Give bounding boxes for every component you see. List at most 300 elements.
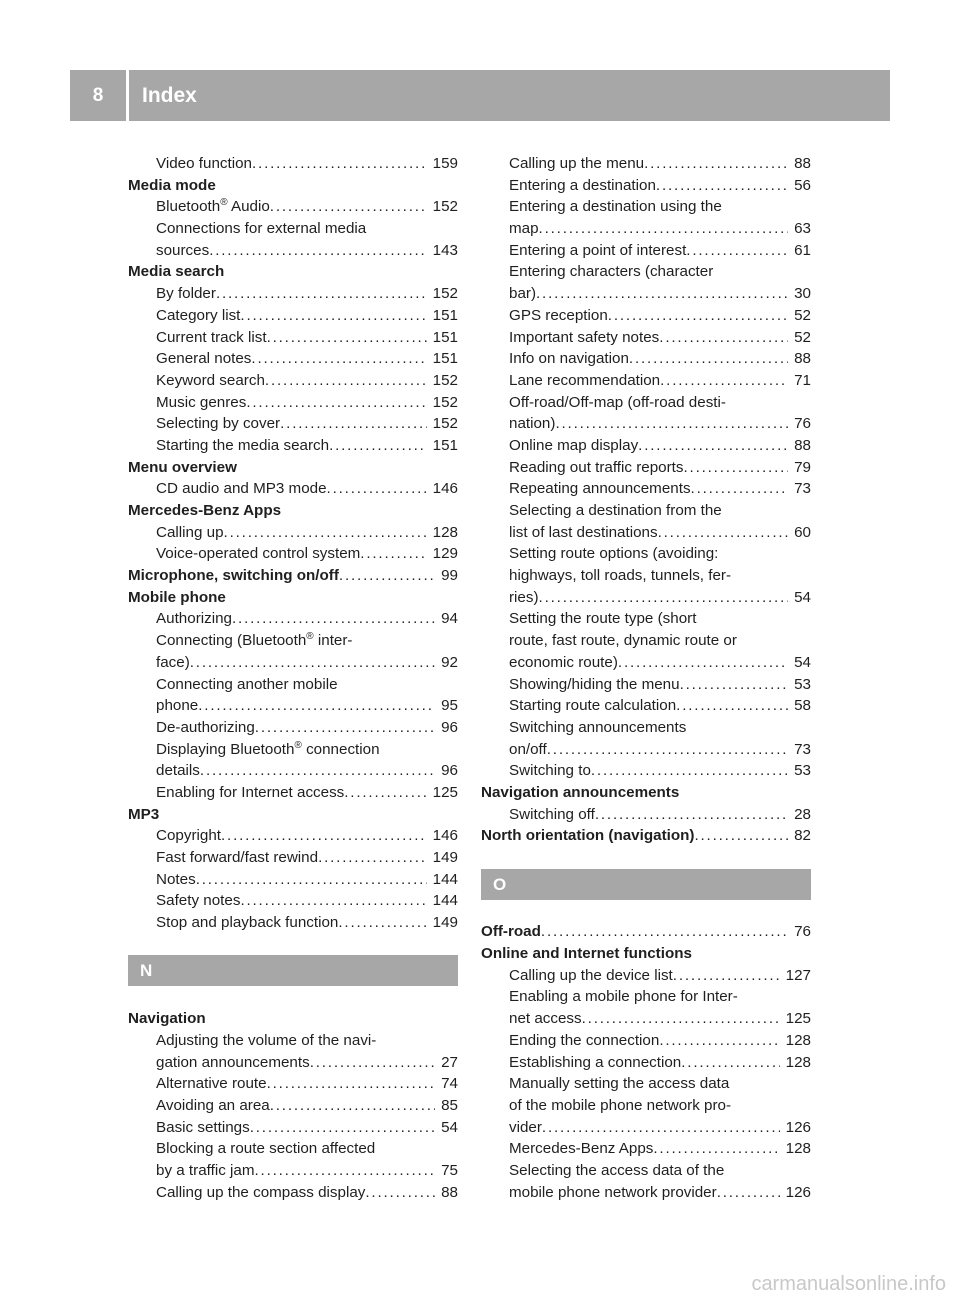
entry-text [156, 1052, 310, 1074]
entry-label: Navigation announcements [481, 783, 680, 801]
entry-label: Online map display [509, 436, 639, 454]
dot-leader [629, 348, 788, 370]
entry-label: phone [156, 697, 199, 715]
entry-label: CD audio and MP3 mode [156, 480, 327, 498]
index-heading [128, 587, 458, 609]
page-reference: 56 [794, 176, 811, 194]
entry-label: sources [156, 241, 210, 259]
entry-text [156, 392, 246, 414]
index-subentry [481, 608, 811, 630]
entry-text [509, 240, 686, 262]
entry-text [156, 760, 200, 782]
index-subentry[interactable] [128, 196, 458, 218]
entry-text [156, 652, 190, 674]
entry-text [128, 500, 281, 522]
page-reference: 76 [794, 923, 811, 941]
index-subentry [128, 1030, 458, 1052]
entry-label: face) [156, 653, 190, 671]
entry-label: Blocking a route section affected [156, 1140, 376, 1158]
dot-leader [659, 1030, 779, 1052]
entry-text [128, 565, 339, 587]
entry-text [509, 283, 536, 305]
entry-label: of the mobile phone network pro- [509, 1096, 732, 1114]
entry-text [156, 695, 198, 717]
entry-label: Mobile phone [128, 588, 226, 606]
entry-label: Off-road/Off-map (off-road desti- [509, 393, 726, 411]
entry-text [156, 1030, 376, 1052]
dot-leader [339, 565, 435, 587]
dot-leader [344, 782, 426, 804]
entry-label: Entering a destination using the [509, 198, 722, 216]
entry-label: Repeating announcements [509, 480, 691, 498]
entry-text [156, 478, 327, 500]
page-reference: 126 [785, 1118, 811, 1136]
page-reference: 152 [432, 285, 458, 303]
entry-label: Stop and playback function [156, 914, 339, 932]
dot-leader [676, 695, 788, 717]
entry-label: Off-road [481, 923, 541, 941]
entry-label: Calling up the device list [509, 966, 673, 984]
index-subentry[interactable] [481, 1182, 811, 1204]
entry-label: By folder [156, 285, 216, 303]
index-subentry[interactable] [128, 869, 458, 891]
page-reference: 95 [441, 697, 458, 715]
index-subentry[interactable] [128, 283, 458, 305]
entry-text [156, 522, 224, 544]
dot-leader [686, 240, 788, 262]
entry-text [156, 847, 318, 869]
page-reference: 99 [441, 567, 458, 585]
dot-leader [608, 305, 788, 327]
index-subentry [128, 674, 458, 696]
index-subentry[interactable] [128, 240, 458, 262]
index-subentry [128, 739, 458, 761]
index-subentry[interactable] [481, 587, 811, 609]
index-subentry[interactable] [128, 890, 458, 912]
entry-label: GPS reception [509, 306, 608, 324]
dot-leader [541, 921, 788, 943]
spacer [481, 900, 811, 922]
index-subentry[interactable] [128, 1160, 458, 1182]
index-heading[interactable] [481, 921, 811, 943]
index-heading [128, 175, 458, 197]
entry-text [156, 153, 252, 175]
index-column-left [128, 153, 458, 1203]
entry-text [509, 196, 722, 218]
page-reference: 54 [794, 588, 811, 606]
entry-text [509, 435, 638, 457]
entry-text [156, 890, 240, 912]
entry-text [156, 218, 366, 240]
dot-leader [618, 652, 788, 674]
page-reference: 60 [794, 523, 811, 541]
dot-leader [327, 478, 427, 500]
dot-leader [246, 392, 426, 414]
entry-label: Selecting by cover [156, 415, 281, 433]
index-subentry[interactable] [481, 522, 811, 544]
dot-leader [310, 1052, 435, 1074]
entry-text [156, 370, 265, 392]
entry-text [481, 921, 541, 943]
page-reference: 75 [441, 1161, 458, 1179]
dot-leader [365, 1182, 435, 1204]
dot-leader [555, 413, 788, 435]
page-reference: 88 [794, 155, 811, 172]
watermark: carmanualsonline.info [751, 1273, 946, 1295]
entry-label: Online and Internet functions [481, 945, 692, 963]
registered-mark: ® [294, 739, 302, 751]
entry-text [509, 1138, 653, 1160]
entry-text [509, 543, 718, 565]
entry-label: Switching to [509, 762, 591, 780]
page-reference: 63 [794, 220, 811, 238]
dot-leader [216, 283, 427, 305]
dot-leader [265, 370, 427, 392]
page-reference: 151 [432, 306, 458, 324]
entry-label: net access [509, 1010, 582, 1028]
index-column-right [481, 153, 811, 1203]
entry-text [509, 305, 608, 327]
dot-leader [190, 652, 435, 674]
page-reference: 85 [441, 1096, 458, 1114]
index-subentry[interactable] [481, 1117, 811, 1139]
entry-label: De-authorizing [156, 718, 255, 736]
entry-label: Setting route options (avoiding: [509, 545, 719, 563]
dot-leader [240, 305, 426, 327]
page-reference: 125 [785, 1010, 811, 1028]
entry-label-continued: inter- [313, 632, 353, 650]
index-subentry[interactable] [128, 1052, 458, 1074]
entry-label: Adjusting the volume of the navi- [156, 1031, 377, 1049]
index-heading[interactable] [481, 825, 811, 847]
entry-label: Microphone, switching on/off [128, 567, 339, 585]
page-reference: 54 [441, 1118, 458, 1136]
index-subentry[interactable] [481, 413, 811, 435]
index-subentry[interactable] [481, 305, 811, 327]
dot-leader [659, 327, 788, 349]
index-subentry[interactable] [128, 1182, 458, 1204]
entry-text [509, 587, 539, 609]
dot-leader [221, 825, 427, 847]
page-reference: 53 [794, 762, 811, 780]
entry-text [481, 825, 694, 847]
entry-text [156, 283, 216, 305]
dot-leader [251, 348, 426, 370]
index-subentry [128, 630, 458, 652]
dot-leader [250, 1117, 435, 1139]
page-reference: 28 [794, 805, 811, 823]
dot-leader [329, 435, 427, 457]
entry-label: Reading out traffic reports [509, 458, 684, 476]
page-reference: 71 [794, 371, 811, 389]
entry-label: North orientation (navigation) [481, 827, 695, 845]
page-reference: 149 [432, 914, 458, 932]
entry-label: Bluetooth [156, 198, 221, 216]
index-subentry[interactable] [481, 218, 811, 240]
index-subentry[interactable] [128, 348, 458, 370]
dot-leader [691, 478, 789, 500]
page-reference: 151 [432, 436, 458, 454]
index-subentry [128, 218, 458, 240]
entry-label: vider [509, 1118, 542, 1136]
index-subentry[interactable] [128, 847, 458, 869]
page-reference: 88 [794, 350, 811, 368]
dot-leader [539, 587, 789, 609]
index-subentry[interactable] [481, 370, 811, 392]
entry-text [509, 1117, 542, 1139]
page-reference: 96 [441, 718, 458, 736]
page-reference: 27 [441, 1053, 458, 1071]
index-subentry[interactable] [481, 739, 811, 761]
page-reference: 92 [441, 653, 458, 671]
index-subentry[interactable] [481, 1138, 811, 1160]
entry-label: Info on navigation [509, 350, 629, 368]
dot-leader [232, 608, 435, 630]
index-subentry[interactable] [128, 608, 458, 630]
index-heading [128, 500, 458, 522]
dot-leader [252, 153, 427, 175]
index-subentry[interactable] [128, 825, 458, 847]
index-subentry[interactable] [128, 153, 458, 175]
dot-leader [547, 739, 788, 761]
index-subentry[interactable] [128, 760, 458, 782]
index-subentry[interactable] [481, 1052, 811, 1074]
dot-leader [338, 912, 426, 934]
index-subentry [481, 543, 811, 565]
dot-leader [198, 695, 435, 717]
entry-label: gation announcements [156, 1053, 310, 1071]
index-subentry[interactable] [128, 652, 458, 674]
entry-text [128, 457, 237, 479]
entry-text [509, 565, 731, 587]
entry-text [509, 695, 676, 717]
index-subentry[interactable] [481, 153, 811, 175]
index-subentry[interactable] [481, 348, 811, 370]
index-subentry[interactable] [481, 1030, 811, 1052]
entry-text [156, 1182, 365, 1204]
entry-text [509, 674, 680, 696]
entry-text [509, 804, 595, 826]
entry-text [509, 327, 659, 349]
index-subentry[interactable] [128, 392, 458, 414]
index-subentry[interactable] [128, 1095, 458, 1117]
entry-label: list of last destinations [509, 523, 658, 541]
entry-text [509, 1182, 717, 1204]
index-subentry[interactable] [481, 674, 811, 696]
entry-text [156, 1117, 250, 1139]
index-subentry[interactable] [481, 283, 811, 305]
entry-label: Fast forward/fast rewind [156, 849, 319, 866]
page-reference: 76 [794, 415, 811, 433]
page-reference: 82 [794, 827, 811, 845]
entry-text [481, 782, 679, 804]
index-subentry[interactable] [128, 717, 458, 739]
entry-text [509, 392, 726, 414]
entry-label: Current track list [156, 328, 267, 346]
page-reference: 52 [794, 306, 811, 324]
index-subentry [128, 1138, 458, 1160]
entry-label: details [156, 762, 200, 780]
entry-label: Category list [156, 306, 241, 324]
index-subentry[interactable] [128, 478, 458, 500]
index-subentry[interactable] [128, 1117, 458, 1139]
index-subentry[interactable] [481, 804, 811, 826]
entry-label: Avoiding an area [156, 1096, 270, 1114]
page-reference: 61 [794, 241, 811, 259]
dot-leader [582, 1008, 780, 1030]
index-subentry[interactable] [481, 760, 811, 782]
entry-label: ries) [509, 588, 539, 606]
dot-leader [240, 890, 426, 912]
entry-label: Starting the media search [156, 436, 330, 454]
entry-label: route, fast route, dynamic route or [509, 632, 737, 650]
entry-text [509, 500, 722, 522]
entry-text [156, 1160, 254, 1182]
page-reference: 128 [785, 1053, 811, 1071]
page-reference: 125 [432, 783, 458, 801]
index-subentry[interactable] [128, 1073, 458, 1095]
entry-text [509, 1052, 681, 1074]
page-reference: 96 [441, 762, 458, 780]
page-reference: 128 [432, 523, 458, 541]
index-heading[interactable] [128, 565, 458, 587]
entry-text [509, 261, 713, 283]
entry-label: Mercedes-Benz Apps [128, 502, 282, 519]
page-reference: 79 [794, 458, 811, 476]
dot-leader [680, 674, 789, 696]
entry-label: Calling up [156, 523, 224, 541]
dot-leader [270, 1095, 435, 1117]
dot-leader [209, 240, 426, 262]
entry-label: Ending the connection [509, 1031, 660, 1049]
index-subentry [481, 1160, 811, 1182]
index-subentry[interactable] [481, 1008, 811, 1030]
index-subentry[interactable] [128, 695, 458, 717]
entry-text [128, 175, 216, 197]
entry-text [509, 413, 555, 435]
entry-text [509, 986, 738, 1008]
page-reference: 73 [794, 480, 811, 498]
entry-text [128, 1008, 206, 1030]
entry-text [509, 218, 539, 240]
entry-label: Enabling a mobile phone for Inter- [509, 988, 738, 1006]
index-subentry[interactable] [481, 695, 811, 717]
entry-label: Media mode [128, 176, 216, 194]
index-subentry[interactable] [481, 965, 811, 987]
entry-text [509, 630, 737, 652]
index-subentry [481, 565, 811, 587]
entry-label: Music genres [156, 393, 247, 411]
page-reference: 52 [794, 328, 811, 346]
page-reference: 152 [432, 198, 458, 216]
index-heading [128, 804, 458, 826]
entry-text [509, 1008, 582, 1030]
dot-leader [656, 175, 788, 197]
entry-label: Showing/hiding the menu [509, 675, 680, 693]
index-subentry[interactable] [128, 522, 458, 544]
entry-text [128, 804, 159, 826]
dot-leader [644, 153, 788, 175]
index-subentry [481, 1073, 811, 1095]
entry-text [128, 587, 226, 609]
entry-label: Lane recommendation [509, 371, 661, 389]
dot-leader [539, 218, 789, 240]
entry-label: Notes [156, 870, 196, 888]
index-subentry[interactable] [128, 782, 458, 804]
entry-text [156, 912, 338, 934]
entry-text [509, 760, 591, 782]
entry-label: Manually setting the access data [509, 1075, 730, 1093]
index-subentry[interactable] [481, 478, 811, 500]
index-subentry [481, 392, 811, 414]
dot-leader [673, 965, 780, 987]
entry-text [509, 348, 629, 370]
page-reference: 127 [785, 966, 811, 984]
index-subentry[interactable] [128, 305, 458, 327]
index-subentry[interactable] [481, 457, 811, 479]
index-subentry[interactable] [128, 327, 458, 349]
entry-label: Establishing a connection [509, 1053, 682, 1071]
index-subentry[interactable] [128, 435, 458, 457]
index-subentry [481, 261, 811, 283]
index-subentry[interactable] [481, 240, 811, 262]
entry-text [156, 240, 209, 262]
page-reference: 152 [432, 393, 458, 411]
index-subentry[interactable] [128, 543, 458, 565]
page-title: Index [142, 84, 197, 107]
entry-text [156, 196, 270, 218]
index-subentry [481, 196, 811, 218]
entry-label: nation) [509, 415, 556, 433]
entry-label: Calling up the compass display [156, 1183, 366, 1201]
entry-label: Menu overview [128, 458, 237, 476]
dot-leader [255, 717, 435, 739]
entry-label: economic route) [509, 653, 618, 671]
entry-text [156, 348, 251, 370]
index-subentry[interactable] [481, 327, 811, 349]
index-subentry[interactable] [481, 435, 811, 457]
index-subentry[interactable] [128, 413, 458, 435]
entry-text [509, 608, 696, 630]
page-reference: 88 [794, 436, 811, 454]
entry-text [156, 305, 240, 327]
page-reference: 88 [441, 1183, 458, 1201]
page-header [70, 70, 890, 121]
dot-leader [318, 847, 427, 869]
entry-text [156, 782, 344, 804]
entry-text [509, 522, 658, 544]
entry-text [156, 327, 267, 349]
index-subentry[interactable] [128, 370, 458, 392]
entry-text [509, 457, 683, 479]
index-heading [481, 782, 811, 804]
entry-text [509, 739, 547, 761]
index-subentry[interactable] [481, 175, 811, 197]
index-subentry[interactable] [128, 912, 458, 934]
entry-text [156, 435, 329, 457]
dot-leader [254, 1160, 435, 1182]
page-number: 8 [92, 84, 104, 106]
dot-leader [542, 1117, 780, 1139]
section-letter-heading: O [481, 869, 811, 900]
entry-label: Enabling for Internet access [156, 783, 345, 801]
dot-leader [267, 1073, 436, 1095]
dot-leader [653, 1138, 779, 1160]
entry-text [509, 370, 660, 392]
index-subentry[interactable] [481, 652, 811, 674]
page-reference: 146 [432, 827, 458, 845]
page-reference: 146 [432, 480, 458, 498]
